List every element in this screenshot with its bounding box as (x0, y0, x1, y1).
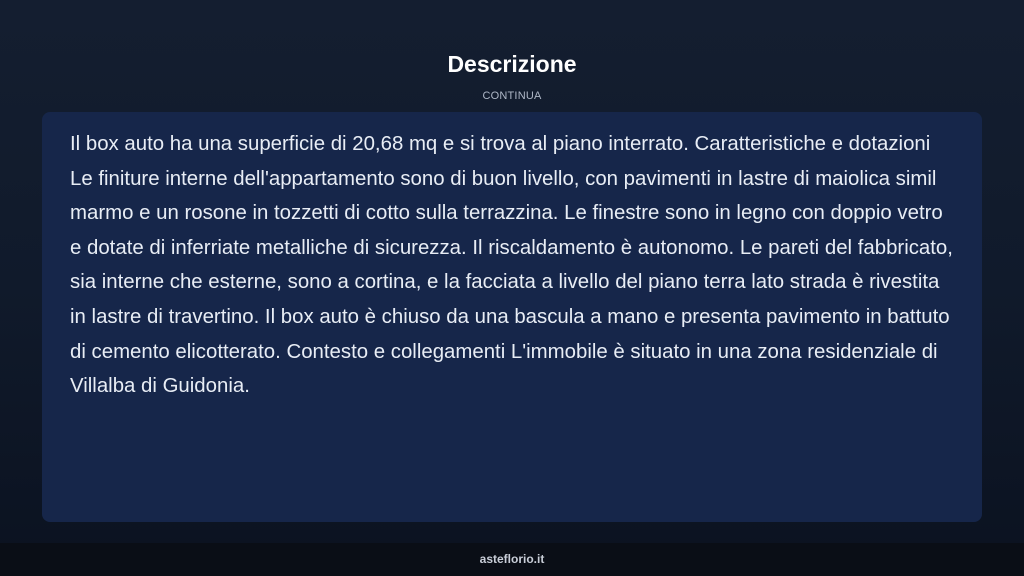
footer-bar (0, 543, 1024, 576)
page-title: Descrizione (447, 51, 577, 77)
site-name: asteflorio.it (479, 552, 545, 566)
description-text: Il box auto ha una superficie di 20,68 mq e si trova al piano interrato. Caratteristiche e dotazioni Le finiture interne dell'appartamento sono di buon livello, con pavimenti in lastre di maiolica simil marmo e un rosone in tozzetti di cotto sulla terrazzina. Le finestre sono in legno con doppio vetro e dotate di inferriate metalliche di sicurezza. Il riscaldamento è autonomo. Le pareti del fabbricato, sia interne che esterne, sono a cortina, e la facciata a livello del piano terra lato strada è rivestita in lastre di travertino. Il box auto è chiuso da una bascula a mano e presenta pavimento in battuto di cemento elicotterato. Contesto e collegamenti L'immobile è situato in una zona residenziale di Villalba di Guidonia. (70, 133, 953, 398)
description-panel (42, 112, 982, 522)
continue-link[interactable]: CONTINUA (482, 90, 542, 102)
